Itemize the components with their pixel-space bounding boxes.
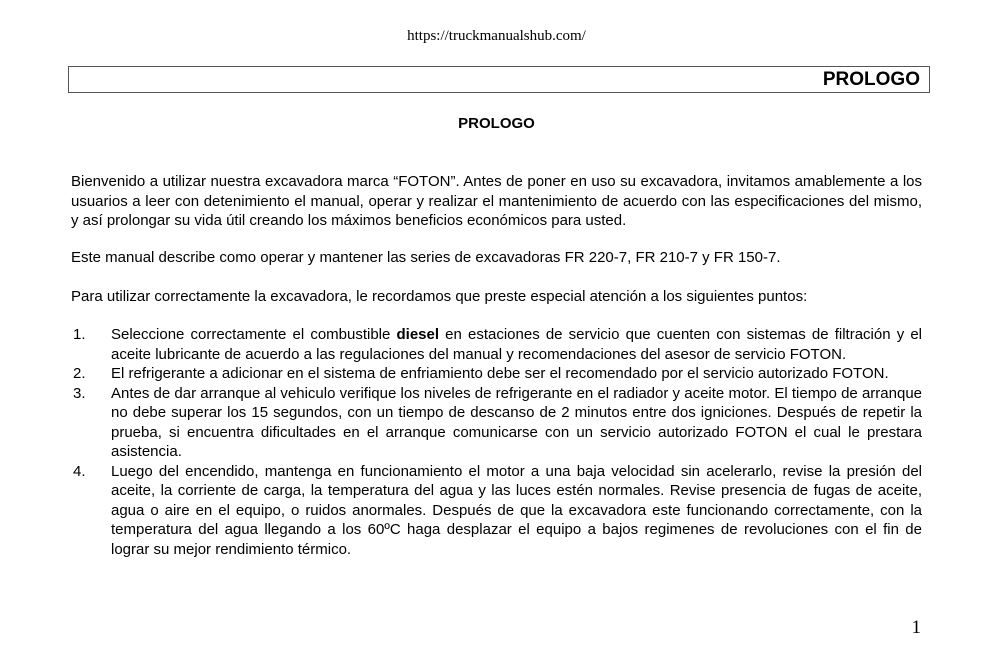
- list-item-number: 1.: [73, 326, 86, 343]
- points-list: [71, 325, 922, 559]
- list-item-bold-text: diesel: [396, 326, 440, 343]
- list-item: [71, 325, 922, 364]
- list-item-number: 4.: [73, 462, 86, 480]
- list-item-text: Luego del encendido, mantenga en funcionamiento el motor a una baja velocidad sin acelerarlo, revise la presión del aceite, la corriente de carga, la temperatura del agua y las luces estén normales. Revise presencia de fugas de aceite, agua o aire en el equipo, o ruidos anormales. Después de que la excavadora este funcionando correctamente, con la temperatura del agua llegando a los 60ºC haga desplazar el equipo a bajos regimenes de revoluciones con el fin de lograr su mejor rendimiento térmico.: [111, 462, 922, 558]
- section-title: PROLOGO: [458, 115, 535, 132]
- attention-paragraph: Para utilizar correctamente la excavadora, le recordamos que preste especial atención a los siguientes puntos:: [71, 288, 808, 305]
- page-number: 1: [911, 617, 921, 638]
- list-item: [71, 364, 922, 384]
- list-item-text: Antes de dar arranque al vehiculo verifique los niveles de refrigerante en el radiador y aceite motor. El tiempo de arranque no debe superar los 15 segundos, con un tiempo de descanso de 2 minutos entre dos igniciones. Después de repetir la prueba, si encuentra dificultades en el arranque comunicarse con un servicio autorizado FOTON el cual le prestara asistencia.: [111, 384, 922, 460]
- source-url: https://truckmanualshub.com/: [407, 28, 586, 44]
- list-item-text: El refrigerante a adicionar en el sistema de enfriamiento debe ser el recomendado por el servicio autorizado FOTON.: [111, 365, 889, 382]
- list-item-text: [111, 325, 922, 364]
- list-item-text-part: en estaciones de servicio que cuenten con sistemas de filtración y el aceite lubricante de acuerdo a las regulaciones del manual y recomendaciones del asesor de servicio FOTON.: [111, 326, 923, 363]
- list-item-number: 3.: [73, 384, 86, 402]
- intro-paragraph: Bienvenido a utilizar nuestra excavadora marca “FOTON”. Antes de poner en uso su excavadora, invitamos amablemente a los usuarios a leer con detenimiento el manual, operar y realizar el mantenimiento de acuerdo con las especificaciones del mismo, y así prolongar su vida útil creando los máximos beneficios económicos para usted.: [71, 173, 922, 229]
- header-box: [68, 66, 930, 93]
- series-paragraph: Este manual describe como operar y mantener las series de excavadoras FR 220-7, FR 210-7 y FR 150-7.: [71, 249, 781, 266]
- list-item: [71, 384, 922, 462]
- list-item-text-part: Seleccione correctamente el combustible: [111, 326, 397, 343]
- header-title: PROLOGO: [822, 69, 920, 90]
- list-item: [71, 462, 922, 560]
- list-item-number: 2.: [73, 365, 86, 382]
